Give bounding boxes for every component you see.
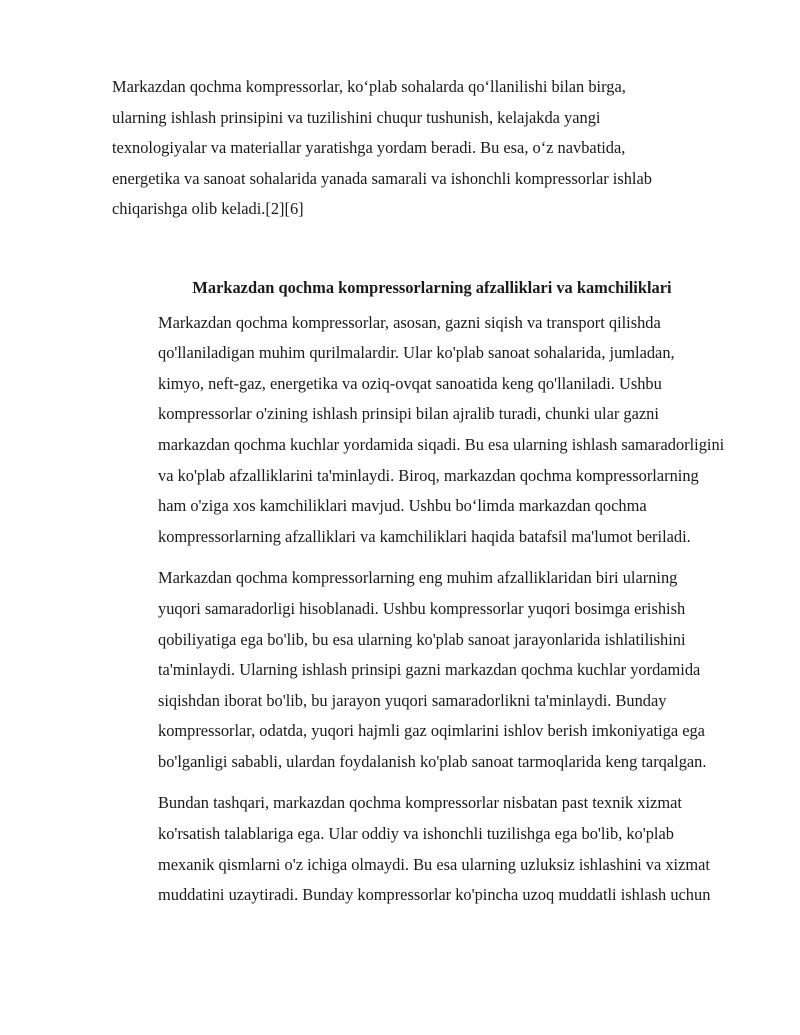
text-line: Bundan tashqari, markazdan qochma kompressorlar nisbatan past texnik xizmat	[158, 793, 682, 813]
paragraph-spacer	[112, 777, 742, 788]
text-line: muddatini uzaytiradi. Bunday kompressorlar ko'pincha uzoq muddatli ishlash uchun	[158, 885, 711, 905]
text-line: bo'lganligi sababli, ulardan foydalanish ko'plab sanoat tarmoqlarida keng tarqalgan.	[158, 751, 707, 771]
text-line: kompressorlarning afzalliklari va kamchiliklari haqida batafsil ma'lumot beriladi.	[158, 526, 691, 546]
section-spacer	[112, 225, 742, 273]
body-paragraph	[112, 308, 742, 553]
body-paragraph	[112, 563, 742, 777]
intro-paragraph	[112, 72, 742, 225]
text-line: yuqori samaradorligi hisoblanadi. Ushbu kompressorlar yuqori bosimga erishish	[158, 598, 686, 618]
text-line: Markazdan qochma kompressorlar, asosan, gazni siqish va transport qilishda	[158, 312, 661, 332]
text-line: markazdan qochma kuchlar yordamida siqadi. Bu esa ularning ishlash samaradorligini	[158, 434, 725, 454]
text-line: mexanik qismlarni o'z ichiga olmaydi. Bu esa ularning uzluksiz ishlashini va xizmat	[158, 854, 710, 874]
document-page	[112, 72, 742, 911]
text-line: texnologiyalar va materiallar yaratishga yordam beradi. Bu esa, o‘z navbatida,	[112, 138, 626, 158]
text-line: Markazdan qochma kompressorlarning eng muhim afzalliklaridan biri ularning	[158, 568, 678, 588]
text-line: kimyo, neft-gaz, energetika va oziq-ovqat sanoatida keng qo'llaniladi. Ushbu	[158, 373, 662, 393]
text-line: ko'rsatish talablariga ega. Ular oddiy va ishonchli tuzilishga ega bo'lib, ko'plab	[158, 824, 674, 844]
text-line: ham o'ziga xos kamchiliklari mavjud. Ushbu bo‘limda markazdan qochma	[158, 496, 647, 516]
text-line: Markazdan qochma kompressorlar, ko‘plab sohalarda qo‘llanilishi bilan birga,	[112, 77, 626, 96]
text-line: qo'llaniladigan muhim qurilmalardir. Ular ko'plab sanoat sohalarida, jumladan,	[158, 343, 675, 363]
text-line: ularning ishlash prinsipini va tuzilishini chuqur tushunish, kelajakda yangi	[112, 107, 601, 127]
text-line: energetika va sanoat sohalarida yanada samarali va ishonchli kompressorlar ishlab	[112, 168, 652, 188]
text-line: kompressorlar, odatda, yuqori hajmli gaz oqimlarini ishlov berish imkoniyatiga ega	[158, 721, 705, 741]
paragraph-spacer	[112, 552, 742, 563]
text-line: va ko'plab afzalliklarini ta'minlaydi. Biroq, markazdan qochma kompressorlarning	[158, 465, 699, 485]
section-heading: Markazdan qochma kompressorlarning afzalliklari va kamchiliklari	[192, 277, 672, 297]
text-line: siqishdan iborat bo'lib, bu jarayon yuqori samaradorlikni ta'minlaydi. Bunday	[158, 690, 667, 710]
body-paragraph	[112, 788, 742, 910]
text-line: chiqarishga olib keladi.[2][6]	[112, 199, 304, 219]
text-line: kompressorlar o'zining ishlash prinsipi bilan ajralib turadi, chunki ular gazni	[158, 404, 659, 424]
text-line: qobiliyatiga ega bo'lib, bu esa ularning ko'plab sanoat jarayonlarida ishlatilishini	[158, 629, 686, 649]
text-line: ta'minlaydi. Ularning ishlash prinsipi gazni markazdan qochma kuchlar yordamida	[158, 660, 701, 680]
